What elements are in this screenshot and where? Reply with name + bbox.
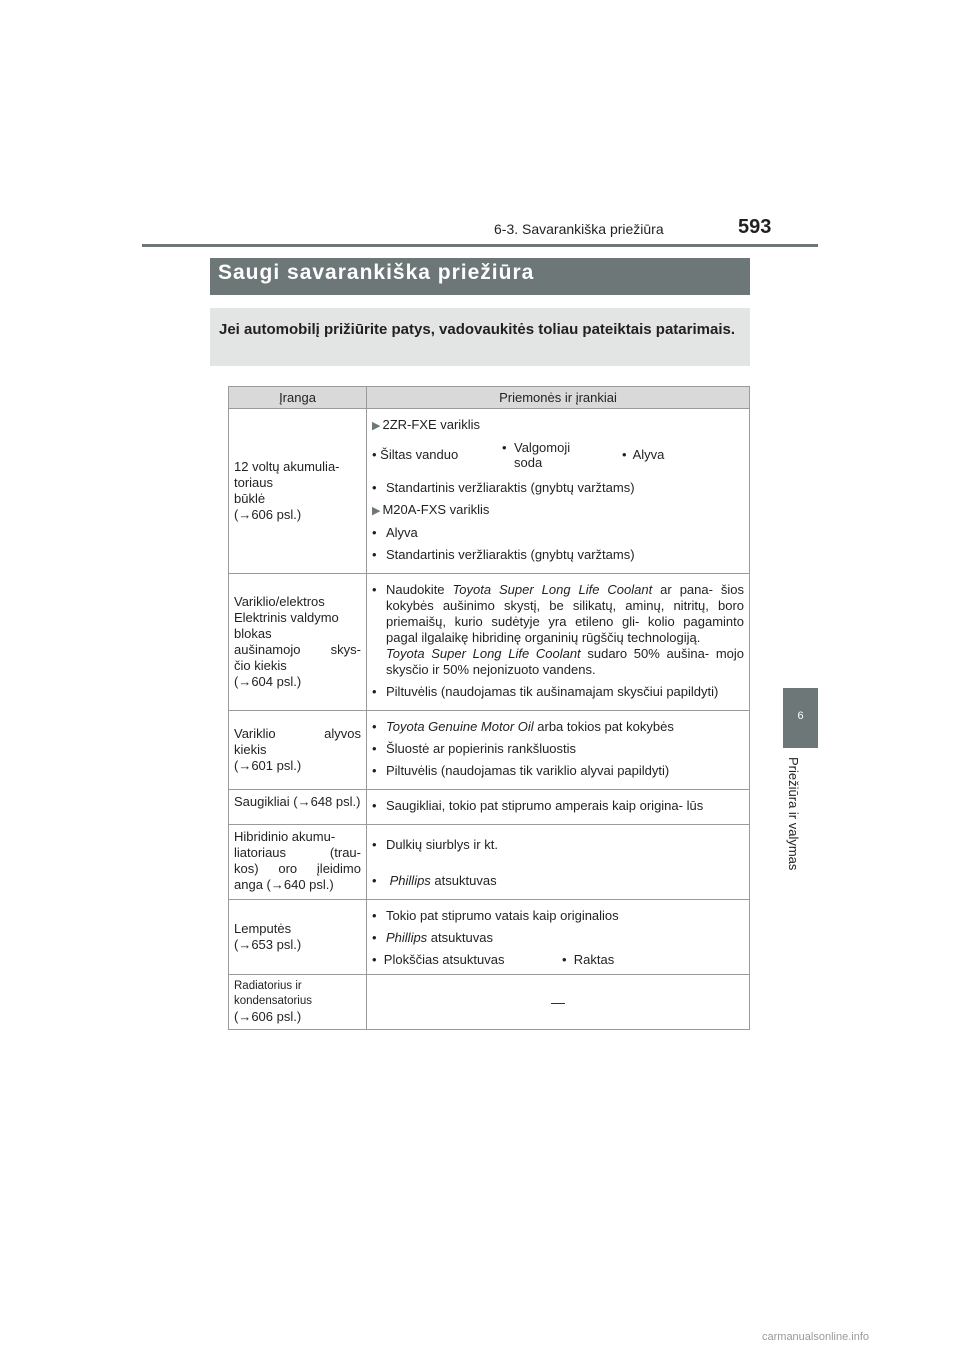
bullet-icon: •	[622, 447, 627, 462]
item-text: Standartinis veržliaraktis (gnybtų varžtams)	[386, 480, 635, 495]
list-item	[372, 480, 744, 496]
bullet-icon: •	[372, 447, 381, 462]
section-heading: 6-3. Savarankiška priežiūra	[494, 221, 664, 237]
row-equipment-line: būklė	[234, 491, 266, 506]
row-equipment	[229, 825, 367, 900]
triangle-icon: ▶	[372, 505, 381, 517]
list-item	[372, 763, 744, 779]
product-name: Phillips	[386, 930, 428, 945]
list-item	[372, 837, 744, 853]
item-text: Piltuvėlis (naudojamas tik variklio alyvai papildyti)	[386, 763, 670, 778]
item-text: Alyva	[386, 525, 418, 540]
row-equipment-line: (→653 psl.)	[234, 937, 302, 952]
header-tools: Priemonės ir įrankiai	[367, 387, 750, 409]
bullet-icon: •	[372, 837, 377, 852]
item-text: Šluostė ar popierinis rankšluostis	[386, 741, 577, 756]
row-equipment-line: aušinamojo skys-	[234, 642, 361, 657]
text-run: atsuktuvas	[430, 873, 497, 888]
list-item	[622, 447, 664, 463]
item-text: Šiltas vanduo	[380, 447, 459, 462]
text-run: Naudokite	[386, 582, 453, 597]
row-equipment-line: liatoriaus (trau-	[234, 845, 361, 860]
bullet-icon: •	[502, 440, 507, 455]
row-equipment	[229, 711, 367, 790]
row-equipment	[229, 409, 367, 574]
item-text	[386, 582, 744, 678]
intro-text: Jei automobilį prižiūrite patys, vadovaukitės toliau pateiktais patarimais.	[210, 308, 750, 366]
bullet-icon: •	[372, 547, 377, 562]
watermark-text: carmanualsonline.info	[762, 1331, 870, 1343]
list-item	[502, 440, 622, 470]
bullet-icon: •	[562, 952, 574, 967]
list-item	[372, 547, 744, 563]
row-equipment-line: anga (→640 psl.)	[234, 877, 334, 892]
row-equipment	[229, 975, 367, 1030]
bullet-icon: •	[372, 741, 377, 756]
chapter-label: Priežiūra ir valymas	[786, 757, 801, 871]
bullet-icon: •	[372, 525, 377, 540]
list-item	[372, 952, 562, 968]
row-equipment-line: (→601 psl.)	[234, 758, 302, 773]
page-number: 593	[738, 216, 772, 238]
item-text: Alyva	[632, 447, 665, 462]
page-title: Saugi savarankiška priežiūra	[210, 258, 750, 295]
list-item	[372, 582, 744, 678]
list-item	[372, 525, 744, 541]
item-text: Tokio pat stiprumo vatais kaip originalios	[386, 908, 619, 923]
product-name: Toyota Genuine Motor Oil	[386, 719, 534, 734]
list-item	[562, 952, 614, 968]
row-tools	[367, 825, 750, 900]
row-equipment-line: čio kiekis	[234, 658, 287, 673]
maintenance-table	[228, 386, 750, 1030]
engine-subheading	[372, 502, 744, 519]
bullet-icon: •	[372, 480, 377, 495]
bullet-group	[372, 952, 744, 968]
bullet-icon: •	[372, 952, 384, 967]
item-text: Raktas	[573, 952, 615, 967]
row-equipment-line: Variklio/elektros	[234, 594, 325, 609]
list-item	[372, 741, 744, 757]
table-row	[229, 574, 750, 711]
row-equipment-line: (→606 psl.)	[234, 507, 302, 522]
row-equipment	[229, 790, 367, 825]
row-equipment-line: blokas	[234, 626, 272, 641]
row-tools	[367, 409, 750, 574]
item-text: Plokščias atsuktuvas	[383, 952, 505, 967]
text-run: ar pana- šios kokybės aušinimo skystį, be silikatų, aminų, nitritų, boro priemaišų, kurio sudėtyje yra etileno gli- kolio pagaminto pagal ilgalaikę hibridinę organinių rūgščių technologiją.	[386, 582, 745, 645]
item-text	[386, 719, 744, 735]
table-row	[229, 711, 750, 790]
row-equipment-line: Lemputės	[234, 921, 292, 936]
product-name: Toyota Super Long Life Coolant	[386, 646, 581, 661]
row-equipment-line: toriaus	[234, 475, 274, 490]
row-tools-empty: —	[367, 975, 750, 1030]
table-row	[229, 900, 750, 975]
table-row	[229, 825, 750, 900]
table-row	[229, 790, 750, 825]
row-equipment-line: 12 voltų akumulia-	[234, 459, 340, 474]
list-item	[372, 447, 502, 463]
row-tools	[367, 711, 750, 790]
list-item	[372, 873, 744, 889]
row-equipment-line: Variklio alyvos	[234, 726, 361, 741]
text-run: arba tokios pat kokybės	[533, 719, 674, 734]
row-equipment-line: Radiatorius ir	[234, 980, 302, 992]
bullet-icon: •	[372, 582, 377, 597]
header-equipment: Įranga	[229, 387, 367, 409]
bullet-icon: •	[372, 873, 377, 888]
bullet-group	[372, 440, 744, 470]
item-text: Dulkių siurblys ir kt.	[386, 837, 498, 852]
row-equipment-line: kondensatorius	[234, 995, 312, 1007]
bullet-icon: •	[372, 908, 377, 923]
item-text	[386, 930, 744, 946]
row-equipment	[229, 574, 367, 711]
row-tools	[367, 790, 750, 825]
bullet-icon: •	[372, 719, 377, 734]
product-name: Phillips	[389, 873, 431, 888]
engine-name: M20A-FXS variklis	[382, 502, 490, 517]
list-item	[372, 930, 744, 946]
engine-name: 2ZR-FXE variklis	[382, 417, 480, 432]
engine-subheading	[372, 417, 744, 434]
text-run: atsuktuvas	[427, 930, 493, 945]
list-item	[372, 908, 744, 924]
item-text: Valgomoji soda	[514, 440, 571, 470]
table-row	[229, 409, 750, 574]
row-equipment-line: Hibridinio akumu-	[234, 829, 336, 844]
row-tools	[367, 574, 750, 711]
table-header-row	[229, 387, 750, 409]
text-run: sudaro 50% aušina- mojo skysčio ir 50% nejonizuoto vandens.	[386, 646, 744, 677]
row-equipment	[229, 900, 367, 975]
row-equipment-line: (→604 psl.)	[234, 674, 302, 689]
bullet-icon: •	[372, 798, 377, 813]
triangle-icon: ▶	[372, 420, 381, 432]
row-equipment-line: kos) oro įleidimo	[234, 861, 361, 876]
bullet-icon: •	[372, 930, 377, 945]
row-equipment-line: Saugikliai (→648 psl.)	[234, 794, 361, 809]
list-item	[372, 719, 744, 735]
item-text: Saugikliai, tokio pat stiprumo amperais kaip origina- lūs	[386, 798, 704, 813]
product-name: Toyota Super Long Life Coolant	[452, 582, 653, 597]
bullet-icon: •	[372, 684, 377, 699]
row-tools	[367, 900, 750, 975]
row-equipment-line: Elektrinis valdymo	[234, 610, 339, 625]
item-text	[386, 873, 744, 889]
header-rule	[142, 244, 818, 247]
row-equipment-line: (→606 psl.)	[234, 1009, 302, 1024]
item-text: Standartinis veržliaraktis (gnybtų varžtams)	[386, 547, 635, 562]
bullet-icon: •	[372, 763, 377, 778]
chapter-tab: 6	[783, 688, 818, 748]
list-item	[372, 798, 744, 814]
list-item	[372, 684, 744, 700]
item-text: Piltuvėlis (naudojamas tik aušinamajam skysčiui papildyti)	[386, 684, 719, 699]
table-row	[229, 975, 750, 1030]
row-equipment-line: kiekis	[234, 742, 267, 757]
